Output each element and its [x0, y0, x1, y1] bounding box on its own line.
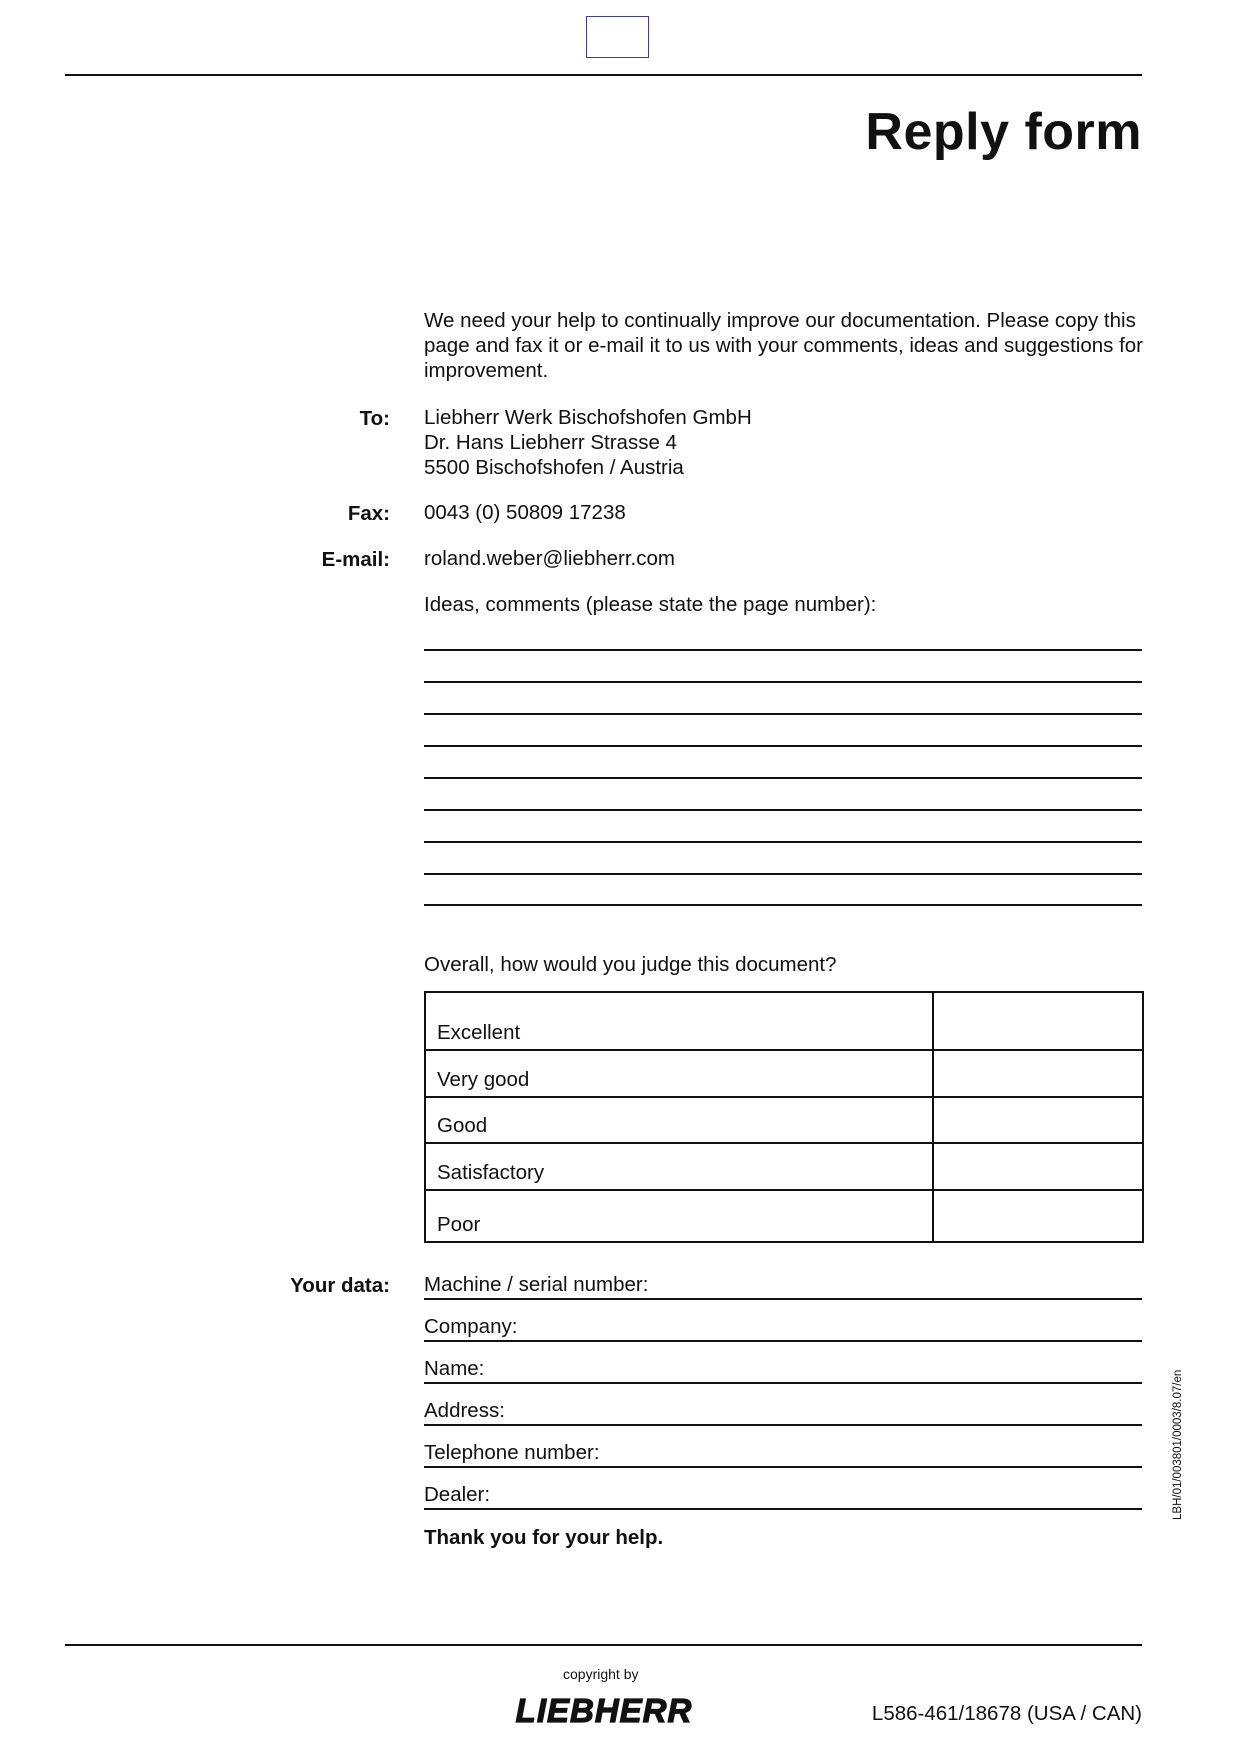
rating-prompt: Overall, how would you judge this document? [424, 953, 837, 976]
comment-line[interactable] [424, 649, 1142, 651]
rating-label: Very good [437, 1068, 530, 1091]
email-label: E-mail: [321, 548, 390, 571]
footer-rule [65, 1644, 1142, 1646]
rating-row-good [426, 1098, 1142, 1144]
header-rule [65, 74, 1142, 76]
to-label: To: [359, 407, 390, 430]
your-data-label: Your data: [290, 1274, 390, 1297]
rating-checkbox-poor[interactable] [932, 1191, 1142, 1241]
document-number: L586-461/18678 (USA / CAN) [871, 1702, 1142, 1725]
page-title: Reply form [865, 103, 1142, 161]
rating-label: Poor [437, 1213, 481, 1236]
liebherr-logo [504, 1692, 704, 1728]
rating-checkbox-very-good[interactable] [932, 1051, 1142, 1096]
field-label: Telephone number: [424, 1441, 600, 1464]
copyright-text: copyright by [563, 1666, 639, 1682]
rating-row-excellent [426, 993, 1142, 1051]
to-address-line-3: 5500 Bischofshofen / Austria [424, 456, 684, 479]
document-code-vertical: LBH/01/003801/0003/8.07/en [1172, 1369, 1184, 1520]
logo-wordmark: LIEBHERR [515, 1692, 693, 1728]
comment-line[interactable] [424, 713, 1142, 715]
comment-line[interactable] [424, 777, 1142, 779]
name-field[interactable] [424, 1354, 1142, 1384]
dealer-field[interactable] [424, 1480, 1142, 1510]
comment-line[interactable] [424, 809, 1142, 811]
rating-label: Good [437, 1114, 488, 1137]
field-label: Address: [424, 1399, 505, 1422]
address-field[interactable] [424, 1396, 1142, 1426]
company-field[interactable] [424, 1312, 1142, 1342]
rating-checkbox-excellent[interactable] [932, 993, 1142, 1049]
comment-line[interactable] [424, 681, 1142, 683]
rating-row-very-good [426, 1051, 1142, 1098]
rating-checkbox-satisfactory[interactable] [932, 1144, 1142, 1189]
rating-table [424, 991, 1144, 1243]
comment-line[interactable] [424, 745, 1142, 747]
comment-line[interactable] [424, 873, 1142, 875]
rating-row-poor [426, 1191, 1142, 1241]
machine-serial-field[interactable] [424, 1270, 1142, 1300]
field-label: Name: [424, 1357, 485, 1380]
comment-line[interactable] [424, 841, 1142, 843]
rating-checkbox-good[interactable] [932, 1098, 1142, 1142]
field-label: Company: [424, 1315, 518, 1338]
telephone-field[interactable] [424, 1438, 1142, 1468]
field-label: Machine / serial number: [424, 1273, 649, 1296]
field-label: Dealer: [424, 1483, 491, 1506]
comments-prompt: Ideas, comments (please state the page number): [424, 593, 877, 616]
rating-row-satisfactory [426, 1144, 1142, 1191]
email-address[interactable]: roland.weber@liebherr.com [424, 547, 675, 570]
fax-label: Fax: [347, 502, 390, 525]
thank-you-text: Thank you for your help. [424, 1526, 664, 1549]
to-address-line-1: Liebherr Werk Bischofshofen GmbH [424, 406, 752, 429]
rating-label: Satisfactory [437, 1161, 545, 1184]
to-address-line-2: Dr. Hans Liebherr Strasse 4 [424, 431, 677, 454]
page-number-box [586, 16, 649, 58]
rating-label: Excellent [437, 1021, 521, 1044]
intro-text: We need your help to continually improve our documentation. Please copy this page and fax it or e-mail it to us with your comments, ideas and suggestions for improvement. [424, 309, 1144, 382]
fax-number: 0043 (0) 50809 17238 [424, 501, 626, 524]
comment-line[interactable] [424, 904, 1142, 906]
